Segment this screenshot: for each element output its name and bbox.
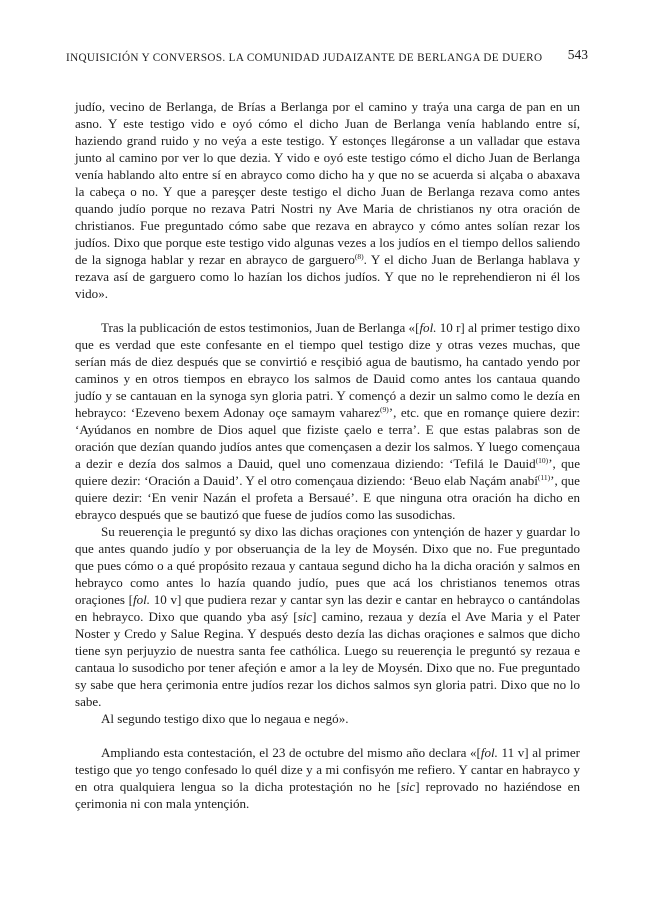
footnote-marker: (10) [535,456,549,465]
text-run: ’, etc. que en romançe quiere dezir: ‘Ayúdanos en nombre de Dios aquel que fiziste çaelo e terra’. E que estas palabras son de oración que dezían quando judíos antes que començasen a dezir los salmos. Y luego començaua a dezir e dezía dos salmos a Dauid, quel uno comenzaua diziendo: ‘Tefilá le Dauid [75,405,580,471]
italic-text: fol. [480,745,498,760]
running-header-title: INQUISICIÓN Y CONVERSOS. LA COMUNIDAD JUDAIZANTE DE BERLANGA DE DUERO [66,52,543,64]
italic-text: sic [297,609,313,624]
footnote-marker: (11) [537,473,551,482]
paragraph-interrogation [75,523,580,710]
paragraph-second-witness [75,710,580,727]
text-run: ] reprovado no haziéndose en çerimonia ni con mala yntençión. [75,779,580,811]
text-run: . Y el dicho Juan de Berlanga hablava y rezava así de garguero como lo hazían los dichos judíos. Y que no le reprehendieron ni él los vido». [75,252,580,301]
text-run: Ampliando esta contestación, el 23 de octubre del mismo año declara «[ [101,745,481,760]
italic-text: fol. [133,592,151,607]
footnote-marker: (8) [354,252,364,261]
paragraph-october-declaration [75,744,580,812]
text-run: Su reuerençia le preguntó sy dixo las dichas oraçiones con yntençión de hazer y guardar lo que antes quando judío y por obseruançia de la ley de Moysén. Dixo que no. Fue preguntado que pues cómo o a qué propósito rezaua y cantaua segund dicho ha la dicha oración y salmos en hebrayco como antes lo hazía quando judío, pues que acá los christianos tenemos otras oraçiones [ [75,524,580,607]
paragraph-publication-response [75,319,580,523]
footnote-marker: (9) [380,405,389,414]
text-run: ’, que quiere dezir: ‘En venir Nazán el profeta a Bersaué’. E que ninguna otra oración ha dicho en ebrayco después que se bautizó que fuese de judíos como las susodichas. [75,473,580,522]
text-run: 11 v] al primer testigo que yo tengo confesado lo quél dize y a mi confisyón me refiero. Y cantar en habrayco y en otra qualquiera lengua so la dicha protestaçión no he [ [75,745,580,794]
page-number: 543 [567,47,588,62]
text-run: 10 v] que pudiera rezar y cantar syn las dezir e cantar en hebrayco o cantándolas en hebrayco. Dixo que quando yba asý [ [75,592,580,624]
text-run: 10 r] al primer testigo dixo que es verdad que este confesante en el tiempo quel testigo dize y otras vezes muchas, que serían más de diez después que se convirtió e resçibió agua de bautismo, ha cantado yendo por caminos y en otros tiempos en ebrayco los salmos de Dauid como antes los cantaua quando judío y se cantauan en la synoga syn gloria patri. Y començó a dezir un salmo como le dezía en hebrayco: ‘Ezeveno bexem Adonay oçe samaym vaharez [75,320,580,420]
text-run: judío, vecino de Berlanga, de Brías a Berlanga por el camino y traýa una carga de pan en un asno. Y este testigo vido e oyó cómo el dicho Juan de Berlanga venía hablando entre sí, haziendo grand ruido y no veýa a este testigo. Y estonçes llegáronse a un valladar que estava junto al camino por ver lo que dezia. Y vido e oyó este testigo cómo el dicho Juan de Berlanga venía hablando alto entre sí en abrayco como dicho ha y que no se acuerda si alçaba o abaxava la cabeça o no. Y que a pareşçer deste testigo el dicho Juan de Berlanga rezava como antes quando judío porque no rezava Patri Nostri ny Ave Maria de christianos ny otra oración de christianos. Fue preguntado cómo sabe que rezava en abrayco y cómo antes solían rezar los judíos. Dixo que porque este testigo vido algunas vezes a los judíos en el tiempo dellos saliendo de la signoga hablar y rezar en abrayco de garguero [75,99,580,267]
text-run: ’, que quiere dezir: ‘Oración a Dauid’. Y el otro començaua diziendo: ‘Beuo elab Naçám anabí [75,456,580,488]
text-run: ] camino, rezaua y dezía el Ave Maria y el Pater Noster y Credo y Salue Regina. Y después desto dezía las dichas oraçiones e salmos que dicho tiene syn perjuyzio de nuestra santa fee cathólica. Luego su reuerençia le preguntó sy rezaua e cantaua lo susodicho por tener afeçión e amor a la ley de Moysén. Dixo que no. Fue preguntado sy sabe que hera çerimonia entre judíos rezar los dichos salmos syn gloria patri. Dixo que no lo sabe. [75,609,580,709]
paragraph-testimony-end [75,98,580,302]
italic-text: fol. [419,320,437,335]
text-run: Al segundo testigo dixo que lo negaua e negó». [101,711,349,726]
italic-text: sic [400,779,416,794]
body-text [75,98,580,812]
text-run: Tras la publicación de estos testimonios, Juan de Berlanga «[ [101,320,420,335]
